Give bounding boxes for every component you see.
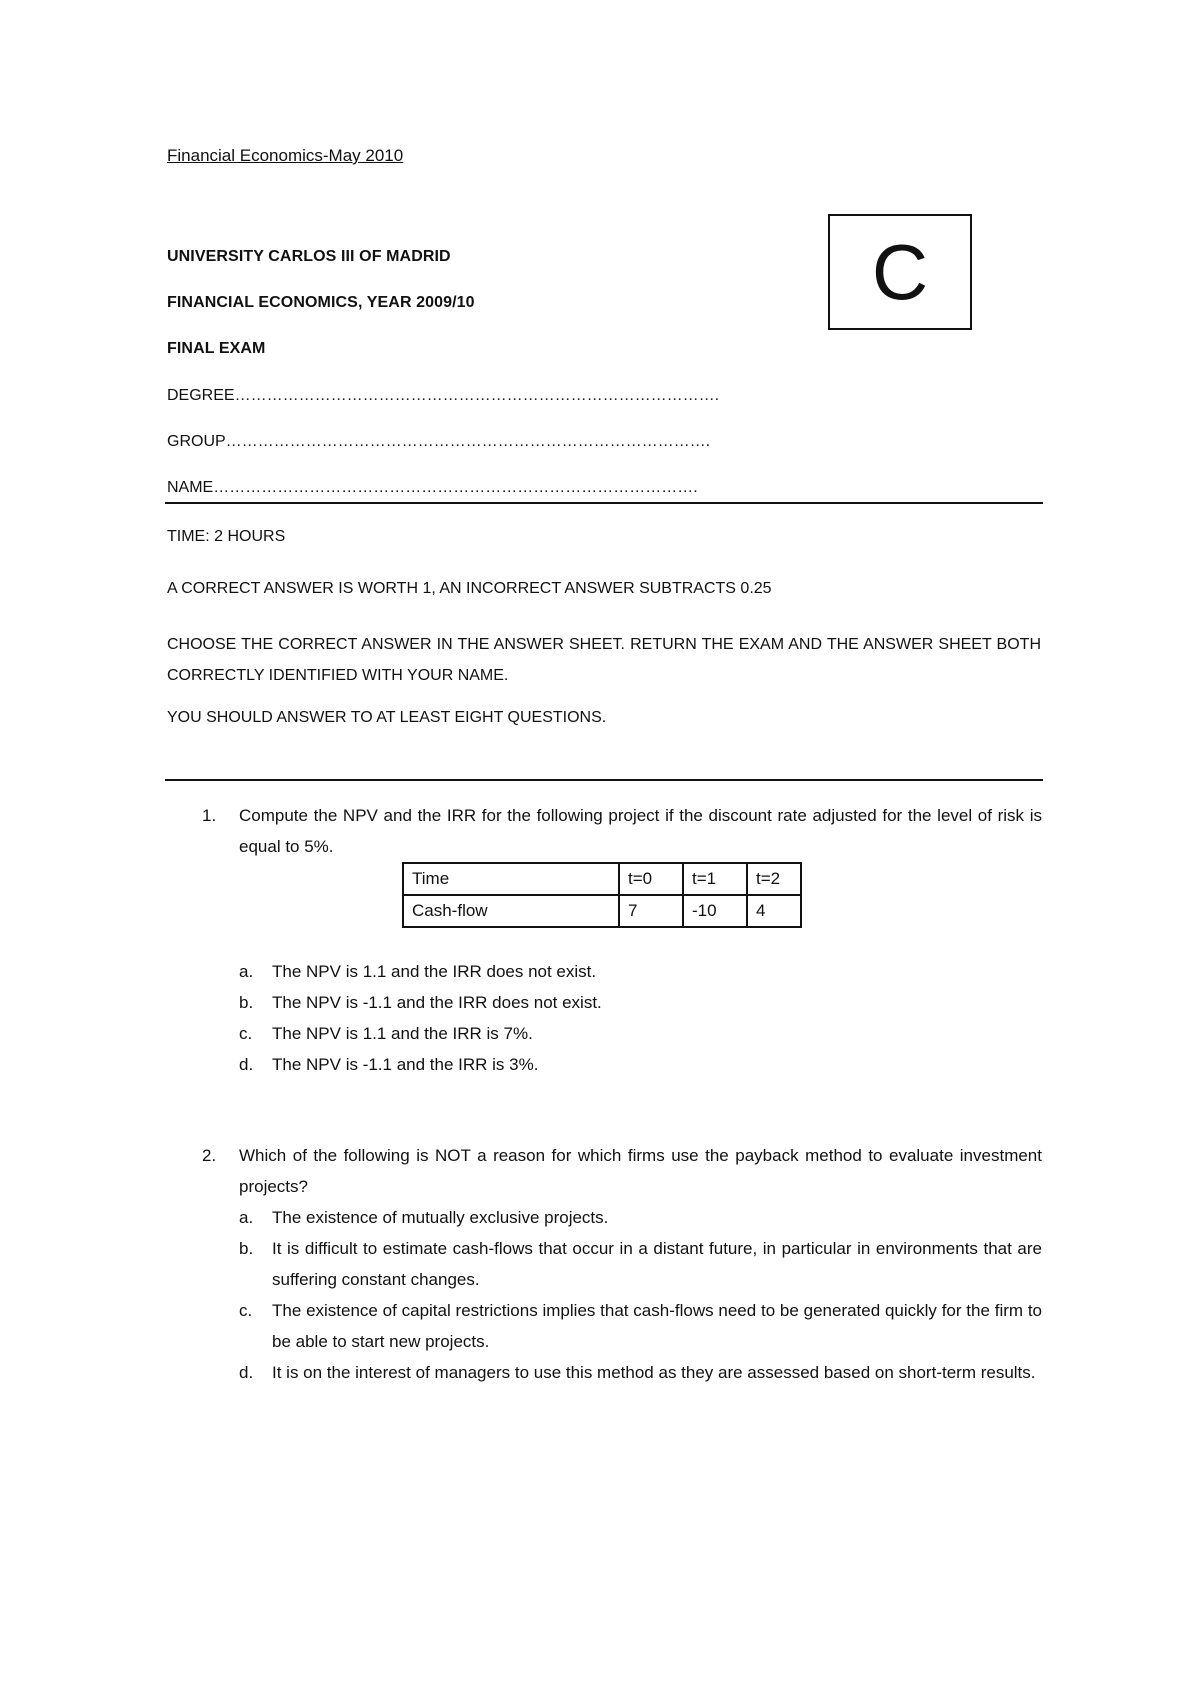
cash-flow-table [402, 862, 802, 928]
instruction-answer-sheet: CHOOSE THE CORRECT ANSWER IN THE ANSWER SHEET. RETURN THE EXAM AND THE ANSWER SHEET BOTH CORRECTLY IDENTIFIED WITH YOUR NAME. [167, 636, 1041, 684]
option-text: The NPV is -1.1 and the IRR is 3%. [272, 1055, 539, 1074]
instruction-scoring: A CORRECT ANSWER IS WORTH 1, AN INCORRECT ANSWER SUBTRACTS 0.25 [167, 580, 772, 597]
option-letter: a. [239, 962, 254, 981]
instruction-time: TIME: 2 HOURS [167, 528, 286, 545]
option-b [239, 1233, 1042, 1295]
option-text: The existence of capital restrictions implies that cash-flows need to be generated quickly for the firm to be able to start new projects. [272, 1301, 1042, 1351]
option-text: The existence of mutually exclusive projects. [272, 1208, 609, 1227]
instructions-divider [165, 779, 1043, 781]
table-cell: 7 [619, 895, 683, 927]
option-text: The NPV is -1.1 and the IRR does not exist. [272, 993, 602, 1012]
option-a [239, 1202, 1042, 1233]
header-divider [165, 502, 1043, 504]
table-row [403, 863, 801, 895]
option-text: It is difficult to estimate cash-flows that occur in a distant future, in particular in environments that are suffering constant changes. [272, 1239, 1042, 1289]
university-heading: UNIVERSITY CARLOS III OF MADRID [167, 248, 451, 265]
exam-version-letter: C [871, 228, 929, 316]
option-text: It is on the interest of managers to use this method as they are assessed based on short-term results. [272, 1363, 1036, 1382]
option-letter: b. [239, 1239, 254, 1258]
question-number: 2. [202, 1146, 217, 1165]
course-title: Financial Economics-May 2010 [167, 146, 404, 165]
table-cell: t=0 [619, 863, 683, 895]
option-letter: a. [239, 1208, 254, 1227]
degree-field: DEGREE………………………………………………………………………………. [167, 387, 720, 404]
question-number: 1. [202, 806, 217, 825]
instruction-minimum: YOU SHOULD ANSWER TO AT LEAST EIGHT QUESTIONS. [167, 709, 607, 726]
option-letter: d. [239, 1363, 254, 1382]
table-cell: 4 [747, 895, 801, 927]
table-cell: -10 [683, 895, 747, 927]
option-c [239, 1295, 1042, 1357]
table-cell: t=2 [747, 863, 801, 895]
question-stem: Which of the following is NOT a reason for which firms use the payback method to evaluate investment projects? [239, 1146, 1042, 1196]
option-text: The NPV is 1.1 and the IRR is 7%. [272, 1024, 533, 1043]
question-2 [202, 1140, 1042, 1388]
option-a [239, 956, 1042, 987]
question-1-options [239, 956, 1042, 1080]
table-cell: Time [403, 863, 619, 895]
option-d [239, 1049, 1042, 1080]
option-c [239, 1018, 1042, 1049]
option-text: The NPV is 1.1 and the IRR does not exist. [272, 962, 597, 981]
table-cell: t=1 [683, 863, 747, 895]
option-letter: d. [239, 1055, 254, 1074]
question-stem: Compute the NPV and the IRR for the following project if the discount rate adjusted for the level of risk is equal to 5%. [239, 806, 1042, 856]
group-field: GROUP………………………………………………………………………………. [167, 433, 711, 450]
option-letter: c. [239, 1301, 253, 1320]
exam-heading: FINAL EXAM [167, 340, 266, 357]
option-d [239, 1357, 1042, 1388]
name-field: NAME………………………………………………………………………………. [167, 479, 698, 496]
course-heading: FINANCIAL ECONOMICS, YEAR 2009/10 [167, 294, 475, 311]
question-2-options [239, 1202, 1042, 1388]
table-cell: Cash-flow [403, 895, 619, 927]
option-letter: c. [239, 1024, 253, 1043]
exam-version-box [828, 214, 972, 330]
option-letter: b. [239, 993, 254, 1012]
option-b [239, 987, 1042, 1018]
question-1 [202, 800, 1042, 862]
table-row [403, 895, 801, 927]
